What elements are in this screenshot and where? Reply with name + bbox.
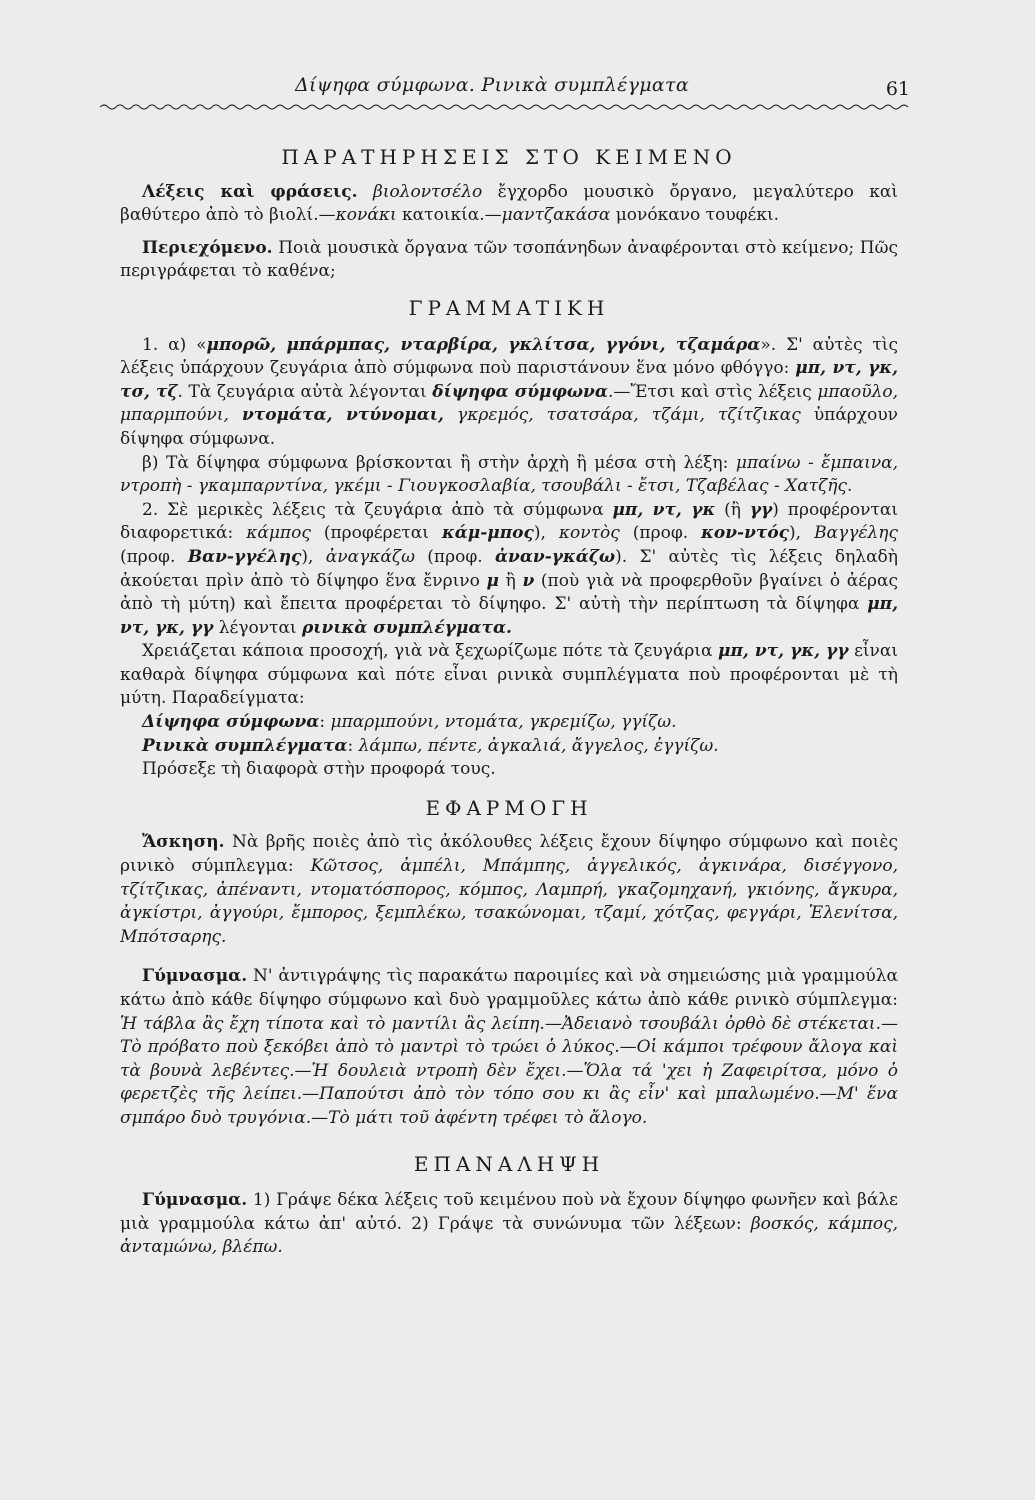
running-title: Δίψηφα σύμφωνα. Ρινικὰ συμπλέγματα [295, 74, 689, 96]
pronunciation: κάμ-μπος [441, 523, 534, 544]
synonym-words: βοσκός, κάμπος, ἀνταμώνω, βλέπω. [120, 1213, 898, 1258]
exercise-label: Ἄσκηση. [142, 832, 225, 853]
example-word: ἀναγκάζω [325, 546, 415, 567]
text: ». Σ' αὐτὲς τὶς λέξεις ὑπάρχουν ζευγάρια ἀπὸ σύμφωνα ποὺ παριστάνουν ἕνα μόνο φθόγγο: [120, 334, 898, 379]
example-label: Δίψηφα σύμφωνα [142, 712, 320, 733]
application-exercise [120, 831, 898, 949]
text: (προφ. [120, 546, 188, 567]
text: .—Ἔτσι καὶ στὶς λέξεις [607, 381, 818, 402]
text: ), [301, 546, 326, 567]
text: 2. Σὲ μερικὲς λέξεις τὰ ζευγάρια ἀπὸ τὰ σύμφωνα [142, 499, 613, 520]
grammar-paragraph-2 [120, 452, 898, 499]
grammar-note: Πρόσεξε τὴ διαφορὰ στὴν προφορά τους. [142, 759, 496, 780]
section-heading-observations: ΠΑΡΑΤΗΡΗΣΕΙΣ ΣΤΟ ΚΕΙΜΕΝΟ [281, 145, 737, 169]
text: ἢ [498, 570, 523, 591]
example-words: λάμπω, πέντε, ἀγκαλιά, ἄγγελος, ἐγγίζω. [358, 735, 719, 756]
page-number: 61 [885, 78, 910, 100]
pronunciation: Βαν-γγέλης [187, 546, 302, 567]
text: (προφέρεται [310, 523, 442, 544]
grammar-paragraph-3 [120, 499, 898, 641]
text: (προφ. [619, 523, 702, 544]
proverbs: Ἡ τάβλα ἂς ἔχη τίποτα καὶ τὸ μαντίλι ἂς λείπη.—Ἀδειανὸ τσουβάλι ὀρθὸ δὲ στέκεται.—Τὸ πρόβατο ποὺ ξεκόβει ἀπὸ τὸ μαντρὶ τὸ τρώει ὁ λύκος.—Οἱ κάμποι τρέφουν ἄλογα καὶ τὰ βουνὰ λεβέντες.—Ἡ δουλειὰ ντροπὴ δὲν ἔχει.—Ὅλα τά 'χει ἡ Ζαφειρίτσα, μόνο ὁ φερετζὲς τῆς λείπει.—Παπούτσι ἀπὸ τὸν τόπο σου κι ἂς εἶν' καὶ μπαλωμένο.—Μ' ἕνα σμπάρο δυὸ τρυγόνια.—Τὸ μάτι τοῦ ἀφέντη τρέφει τὸ ἄλογο. [120, 1013, 898, 1128]
term-nasal-clusters: ρινικὰ συμπλέγματα. [302, 617, 512, 638]
term-2-definition: κατοικία.— [396, 205, 502, 226]
grammar-paragraph-1 [120, 334, 898, 452]
text: ) προφέρονται διαφορετικά: [120, 499, 899, 544]
text: ). Σ' αὐτὲς τὶς λέξεις δηλαδὴ ἀκούεται πρὶν ἀπὸ τὸ δίψηφο ἕνα ἔνρινο [120, 546, 898, 591]
term-1-definition: ἔγχορδο μουσικὸ ὄργανο, μεγαλύτερο καὶ βαθύτερο ἀπὸ τὸ βιολί.— [120, 181, 898, 226]
text: β) Τὰ δίψηφα σύμφωνα βρίσκονται ἢ στὴν ἀρχὴ ἢ μέσα στὴ λέξη: [142, 452, 736, 473]
grammar-paragraph-4 [120, 640, 898, 711]
section-heading-review: ΕΠΑΝΑΛΗΨΗ [413, 1151, 605, 1176]
text: 1) Γράψε δέκα λέξεις τοῦ κειμένου ποὺ νὰ ἔχουν δίψηφο φωνῆεν καὶ βάλε μιὰ γραμμούλα κάτω ἀπ' αὐτό. 2) Γράψε τὰ συνώνυμα τῶν λέξεων: [120, 1190, 898, 1234]
observations-words-paragraph [120, 181, 898, 228]
digraph-list: μπ, ντ, γκ, τσ, τζ [120, 358, 898, 402]
digraph-list: μπ, ντ, γκ, γγ [120, 594, 898, 638]
letter: ν [522, 570, 535, 591]
example-word: Βαγγέλης [814, 523, 898, 544]
text: : [319, 712, 331, 733]
term-3-definition: μονόκανο τουφέκι. [610, 205, 780, 226]
example-words: γκρεμός, τσατσάρα, τζάμι, τζίτζικας [443, 405, 801, 426]
text: Νὰ βρῆς ποιὲς ἀπὸ τὶς ἀκόλουθες λέξεις ἔχουν δίψηφο σύμφωνο καὶ ποιὲς ρινικὸ σύμπλεγμα: [120, 832, 898, 877]
digraph-list: μπ, ντ, γκ [612, 499, 716, 520]
pronunciation: κον-ντός [701, 523, 790, 544]
example-words: μπαίνω - ἔμπαινα, ντροπὴ - γκαμπαρντίνα, γκέμι - Γιουγκοσλαβία, τσουβάλι - ἔτσι, Τζαβέλας - Χατζῆς [120, 452, 898, 497]
text: ), [533, 523, 559, 544]
term-2: κονάκι [335, 205, 397, 226]
content-label: Περιεχόμενο. [142, 237, 273, 258]
section-heading-grammar: ΓΡΑΜΜΑΤΙΚΗ [408, 295, 610, 320]
grammar-example-digraphs [120, 711, 898, 735]
text: (ἢ [715, 499, 750, 520]
pronunciation: ἀναν-γκάζω [494, 546, 616, 567]
example-words: μπορῶ, μπάρμπας, νταρβίρα, γκλίτσα, γγόνι, τζαμάρα [206, 334, 761, 355]
wavy-rule-ornament [100, 102, 910, 112]
drill-label: Γύμνασμα. [142, 966, 248, 987]
text: ), [789, 523, 815, 544]
exercise-word-list: Κῶτσος, ἀμπέλι, Μπάμπης, ἀγγελικός, ἀγκινάρα, δισέγγονο, τζίτζικας, ἀπέναντι, ντοματόσπορος, κόμπος, Λαμπρή, γκαζομηχανή, γκιόνης, ἄγκυρα, ἀγκίστρι, ἀγγούρι, ἔμπορος, ξεμπλέκω, τσακώνομαι, τζαμί, χότζας, φεγγάρι, Ἑλενίτσα, Μπότσαρης. [120, 856, 898, 947]
text: Ν' ἀντιγράψης τὶς παρακάτω παροιμίες καὶ νὰ σημειώσης μιὰ γραμμούλα κάτω ἀπὸ κάθε δίψηφο σύμφωνο καὶ δυὸ γραμμοῦλες κάτω ἀπὸ κάθε ρινικὸ σύμπλεγμα: [120, 966, 898, 1010]
example-words: μπαοῦλο, μπαρμπούνι, [120, 381, 899, 426]
letter: μ [486, 570, 499, 591]
example-label: Ρινικὰ συμπλέγματα [142, 735, 348, 756]
text: . [847, 476, 853, 497]
example-word: κοντὸς [558, 523, 620, 544]
text: εἶναι καθαρὰ δίψηφα σύμφωνα καὶ πότε εἶναι ρινικὰ συμπλέγματα ποὺ προφέρονται μὲ τὴ μύτη. Παραδείγματα: [120, 641, 899, 709]
content-questions: Ποιὰ μουσικὰ ὄργανα τῶν τσοπάνηδων ἀναφέρονται στὸ κείμενο; Πῶς περιγράφεται τὸ καθένα; [120, 237, 898, 282]
page-content [120, 146, 898, 1260]
text: (ποὺ γιὰ νὰ προφερθοῦν βγαίνει ὁ ἀέρας ἀπὸ τὴ μύτη) καὶ ἔπειτα προφέρεται τὸ δίψηφο. Σ' αὐτὴ τὴν περίπτωση τὰ δίψηφα [120, 570, 899, 615]
text: λέγονται [213, 617, 302, 638]
text: 1. α) « [142, 334, 207, 355]
text: (προφ. [414, 546, 495, 567]
grammar-example-nasal [120, 735, 898, 759]
example-words: ντομάτα, ντύνομαι, [241, 405, 444, 426]
text: ὑπάρχουν δίψηφα σύμφωνα. [120, 405, 899, 449]
example-words: μπαρμπούνι, ντομάτα, γκρεμίζω, γγίζω. [330, 712, 677, 733]
text: Χρειάζεται κάποια προσοχή, γιὰ νὰ ξεχωρίζωμε πότε τὰ ζευγάρια [142, 641, 719, 662]
application-drill [120, 965, 898, 1130]
term-digraph-consonants: δίψηφα σύμφωνα [432, 381, 608, 402]
section-heading-application: ΕΦΑΡΜΟΓΗ [425, 795, 593, 820]
page-header [100, 70, 910, 114]
digraph: γγ [749, 499, 773, 520]
observations-content-paragraph [120, 237, 898, 284]
drill-label: Γύμνασμα. [142, 1190, 248, 1211]
term-3: μαντζακάσα [501, 205, 611, 226]
words-label: Λέξεις καὶ φράσεις. [142, 181, 358, 202]
term-1: βιολοντσέλο [372, 181, 483, 202]
example-word: κάμπος [246, 523, 311, 544]
digraph-list: μπ, ντ, γκ, γγ [718, 641, 849, 662]
text: : [347, 735, 359, 756]
review-drill [120, 1189, 898, 1260]
text: . Τὰ ζευγάρια αὐτὰ λέγονται [177, 381, 433, 402]
